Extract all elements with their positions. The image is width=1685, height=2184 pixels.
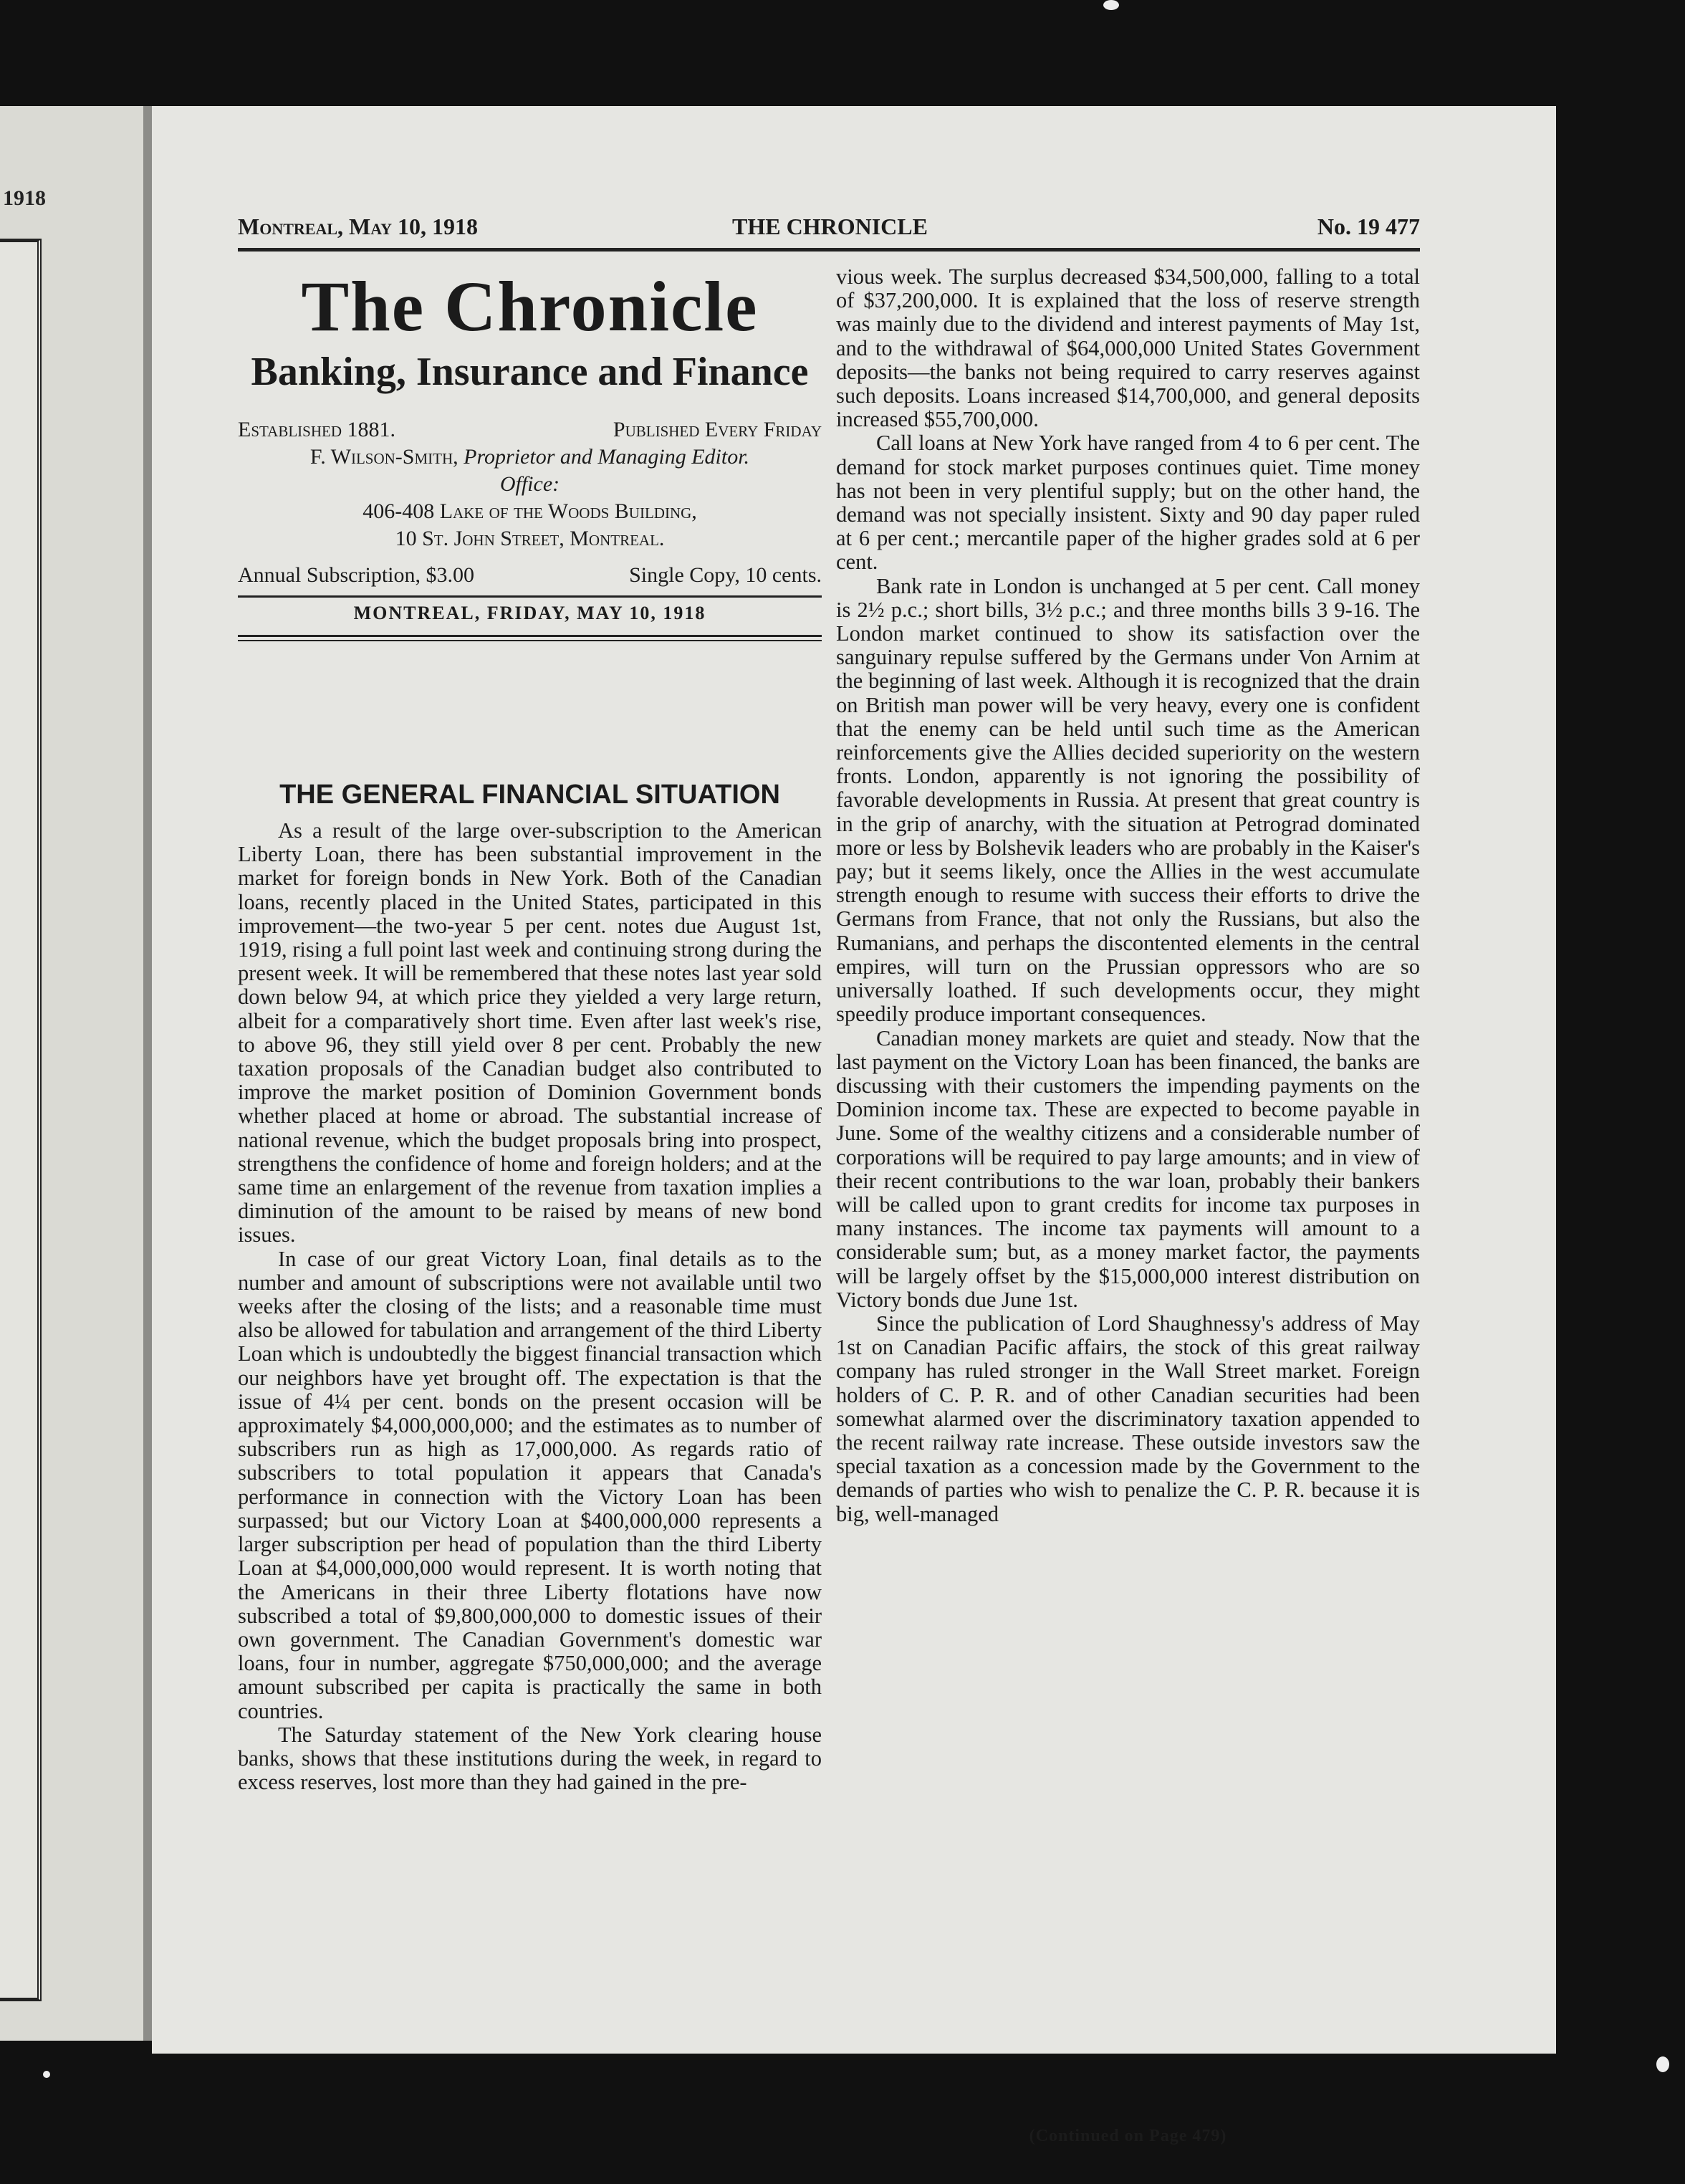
running-head-date: Montreal, May 10, 1918 [238,214,478,239]
running-head-title: THE CHRONICLE [732,214,928,239]
newspaper-page [152,106,1556,2145]
running-head [238,214,1420,246]
running-head-issue-page: No. 19 477 [1317,214,1420,239]
left-column [238,819,822,1794]
masthead-subscription-row [238,561,822,590]
masthead-office-label: Office: [499,472,560,496]
facing-page-frame [0,239,42,2001]
masthead-published: Published Every Friday [613,418,822,441]
article-paragraph: The Saturday statement of the New York clearing house banks, shows that these institutions during the week, in regard to excess reserves, lost more than they had gained in the pre- [238,1722,822,1795]
article-paragraph: Bank rate in London is unchanged at 5 per cent. Call money is 2½ p.c.; short bills, 3½ p.c.; and three months bills 3 9-16. The London market continued to show its satisfaction over the sanguinary repulse suffered by the Germans under Von Arnim at the beginning of last week. Although it is recognized that the drain on British man power will be very heavy, every one is confident that the enemy can be held until such time as the American reinforcements give the Allies decided superiority on the western fronts. London, apparently is not ignoring the possibility of favorable developments in Russia. At present that great country is in the grip of anarchy, with the situation at Petrograd dominated more or less by Bolshevik leaders who are probably in the Kaiser's pay; but it seems likely, once the Allies in the west accumulate strength enough to resume with success their efforts to drive the Germans from France, that not only the Russians, but also the Rumanians, and perhaps the discontented elements in the central empires, will turn on the Prussian oppressors who are so universally loathed. If such developments occur, they might speedily produce important consequences. [836,573,1420,1027]
article-paragraph: As a result of the large over-subscription to the American Liberty Loan, there has been substantial improvement in the market for foreign bonds in New York. Both of the Canadian loans, recently placed in the United States, participated in this improvement—the two-year 5 per cent. notes due August 1st, 1919, rising a full point last week and continuing strong during the present week. It will be remembered that these notes last year sold down below 94, at which price they yielded a very large return, albeit for a comparatively short time. Even after last week's rise, to above 96, they still yield over 8 per cent. Probably the new taxation proposals of the Canadian budget also contributed to improve the market position of Dominion Government bonds whether placed at home or abroad. The substantial increase of national revenue, which the budget proposals bring into prospect, strengthens the confidence of home and foreign holders; and at the same time an enlargement of the revenue from taxation implies a diminution of the amount to be raised by means of new bond issues. [238,818,822,1247]
masthead-annual-subscription: Annual Subscription, $3.00 [238,563,474,587]
film-speck [1656,2056,1669,2072]
right-column [836,265,1420,1526]
article-paragraph: Call loans at New York have ranged from 4 to 6 per cent. The demand for stock market purposes continues quiet. Time money has not been in very plentiful supply; but on the other hand, the demand was not specially insistent. Sixty and 90 day paper ruled at 6 per cent.; mercantile paper of the higher grades sold at 6 per cent. [836,431,1420,575]
masthead-address-line2: 10 St. John Street, Montreal. [395,527,665,550]
masthead-rule-bottom [238,635,822,637]
continued-notice: (Continued on Page 479) [1029,2127,1227,2145]
facing-page-edge [0,106,143,2041]
article-title: THE GENERAL FINANCIAL SITUATION [279,780,780,810]
facing-page-number: 1918 [3,186,46,210]
masthead-established-row [238,416,822,444]
masthead-editor-role: Proprietor and Managing Editor. [464,445,750,469]
masthead-editor-name: F. Wilson-Smith, [309,445,459,469]
masthead-address-line1: 406-408 Lake of the Woods Building, [363,499,697,523]
header-rule [238,248,1420,252]
film-speck [1103,0,1119,10]
masthead-subtitle: Banking, Insurance and Finance [251,350,809,394]
masthead-title: The Chronicle [301,267,759,346]
article-paragraph: In case of our great Victory Loan, final details as to the number and amount of subscriptions were not available until two weeks after the closing of the lists; and a reasonable time must also be allowed for tabulation and arrangement of the third Liberty Loan which is undoubtedly the biggest financial transaction which our neighbors have yet brought off. The expectation is that the issue of 4¼ per cent. bonds on the present occasion will be approximately $4,000,000,000; and the estimates as to number of subscribers run as high as 17,000,000. As regards ratio of subscribers to total population it appears that Canada's performance in connection with the Victory Loan has been surpassed; but our Victory Loan at $400,000,000 represents a larger subscription per head of population than the third Liberty Loan at $4,000,000,000 would represent. It is worth noting that the Americans in their three Liberty flotations have now subscribed a total of $9,800,000,000 to domestic issues of their own government. The Canadian Government's domestic war loans, four in number, aggregate $750,000,000; and the average amount subscribed per capita is practically the same in both countries. [238,1246,822,1723]
film-speck [43,2071,50,2078]
masthead-editor-line [238,444,822,471]
article-paragraph: Since the publication of Lord Shaughnessy's address of May 1st on Canadian Pacific affairs, the stock of this great railway company has ruled stronger in the Wall Street market. Foreign holders of C. P. R. and of other Canadian securities had been somewhat alarmed over the discriminatory taxation appended to the recent railway rate increase. These outside investors saw the special taxation as a concession made by the Government to the demands of parties who wish to penalize the C. P. R. because it is big, well-managed [836,1311,1420,1526]
article-paragraph: Canadian money markets are quiet and steady. Now that the last payment on the Victory Loan has been financed, the banks are discussing with their customers the impending payments on the Dominion income tax. These are expected to become payable in June. Some of the wealthy citizens and a considerable number of corporations will be required to pay large amounts; and in view of their recent contributions to the war loan, probably their bankers will be called upon to grant credits for income tax purposes in many instances. The income tax payments will amount to a considerable sum; but, as a money market factor, the payments will be largely offset by the $15,000,000 interest distribution on Victory bonds due June 1st. [836,1025,1420,1312]
masthead-single-copy: Single Copy, 10 cents. [629,563,822,587]
article-paragraph-continued: vious week. The surplus decreased $34,500,000, falling to a total of $37,200,000. It is explained that the loss of reserve strength was mainly due to the dividend and interest payments of May 1st, and to the withdrawal of $64,000,000 United States Government deposits—the banks not being required to carry reserves against such deposits. Loans increased $14,700,000, and general deposits increased $55,700,000. [836,264,1420,432]
masthead-issue-date: MONTREAL, FRIDAY, MAY 10, 1918 [353,603,706,623]
masthead [238,267,822,641]
masthead-established: Established 1881. [238,418,395,441]
masthead-rule-bottom-thin [238,640,822,641]
